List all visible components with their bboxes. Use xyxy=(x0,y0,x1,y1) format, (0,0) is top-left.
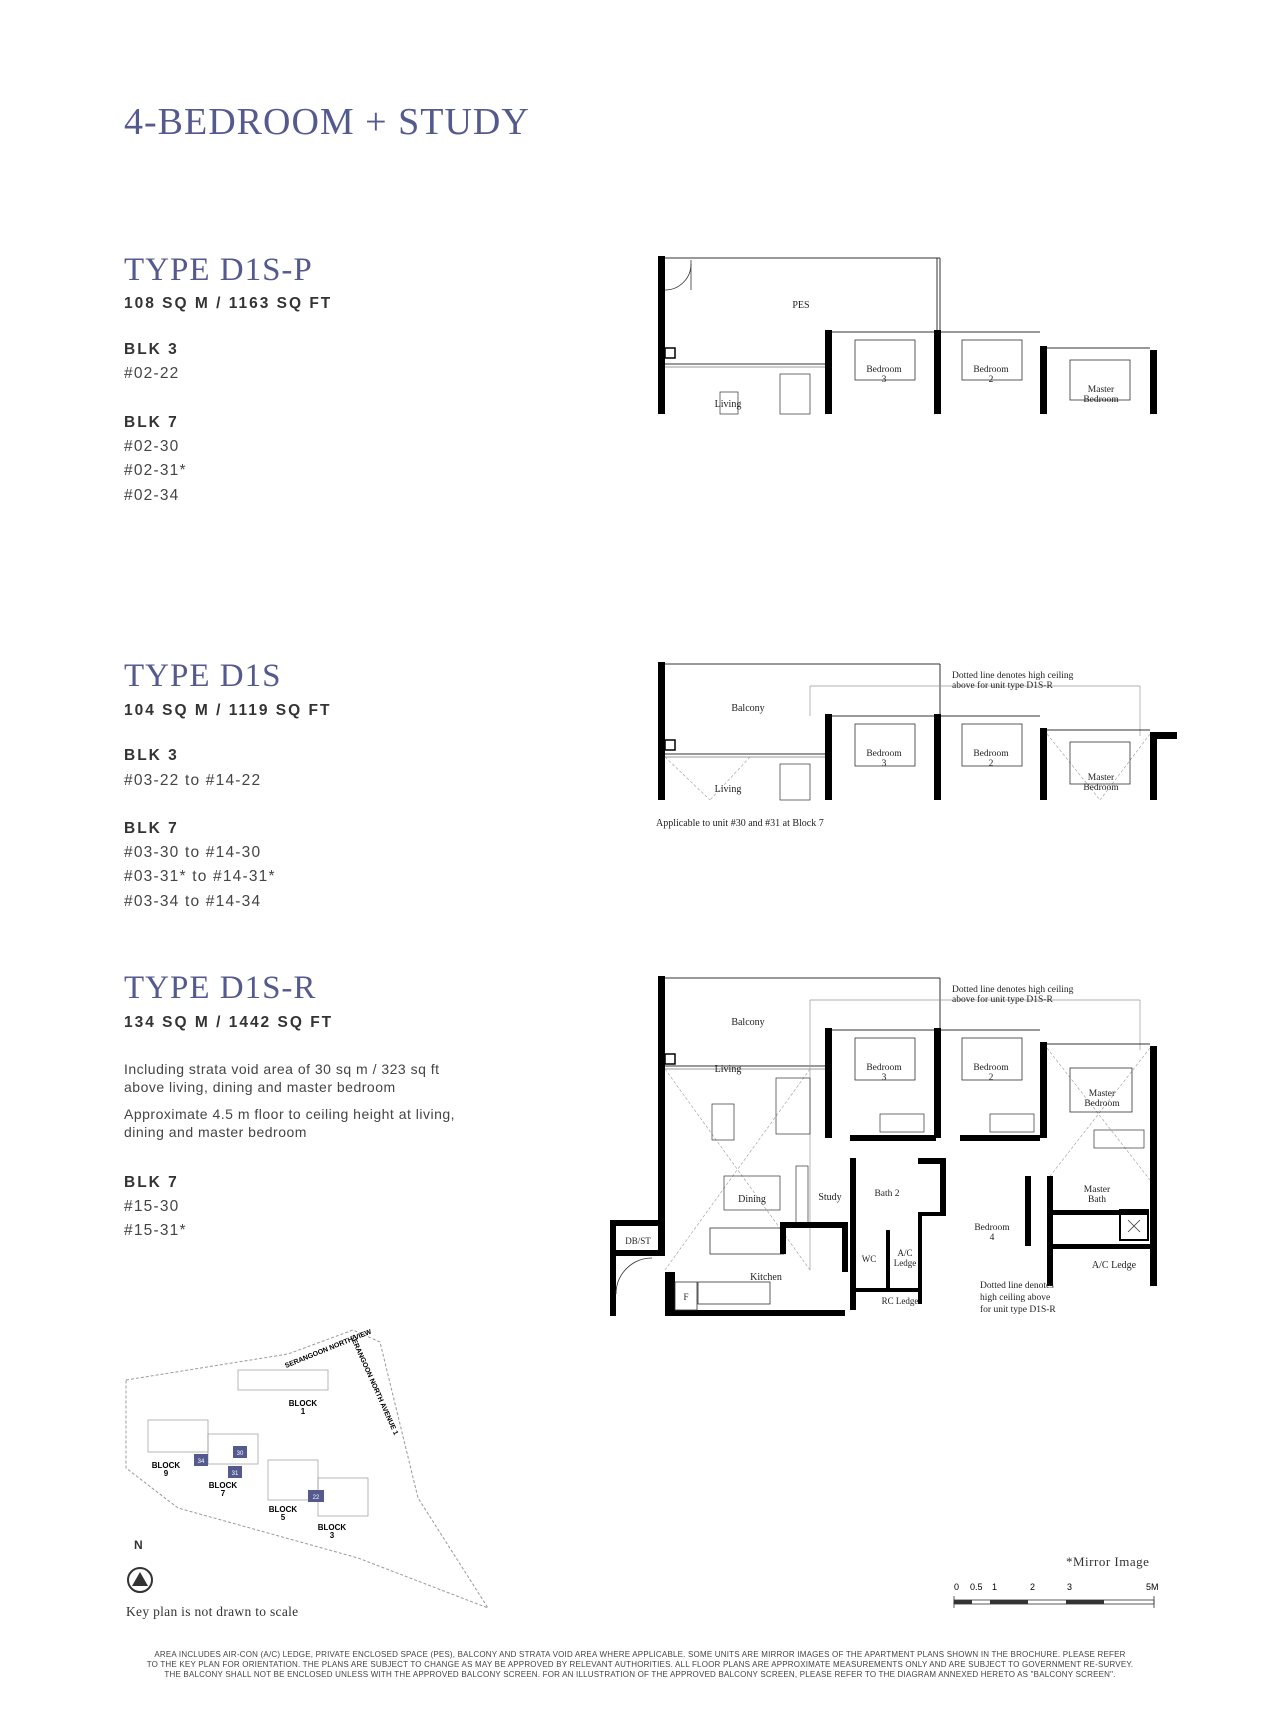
block-7-label: BLOCK xyxy=(208,1481,238,1490)
unit-number: #02-31* xyxy=(124,462,187,479)
room-label-wc: WC xyxy=(861,1254,877,1264)
room-label-living: Living xyxy=(714,1064,742,1075)
room-label-bedroom2: Bedroom xyxy=(973,1063,1009,1073)
room-label-ac-ledge: A/C Ledge xyxy=(1091,1260,1137,1271)
room-label-bath2: Bath 2 xyxy=(874,1189,900,1199)
room-label-ac-ledge-small-2: Ledge xyxy=(893,1258,917,1268)
type-title-d1s-r: TYPE D1S-R xyxy=(124,970,317,1006)
blk-label: BLK 7 xyxy=(124,1174,179,1191)
type-title-d1s-p: TYPE D1S-P xyxy=(124,252,313,288)
footer-line: THE BALCONY SHALL NOT BE ENCLOSED UNLESS WITH THE APPROVED BALCONY SCREEN. FOR AN ILLUSTRATION OF THE APPROVED BALCONY SCREEN, PLEASE REFER TO THE DIAGRAM ANNEXED HERETO AS "BALCONY SCREEN". xyxy=(164,1670,1116,1679)
room-label-bedroom4: Bedroom xyxy=(974,1223,1010,1233)
scale-tick: 2 xyxy=(1030,1582,1036,1592)
unit-number: #03-31* to #14-31* xyxy=(124,868,276,885)
scale-tick: 0 xyxy=(954,1582,960,1592)
page-title: 4-BEDROOM + STUDY xyxy=(124,101,530,143)
floor-plan-d1s xyxy=(650,656,1210,811)
road-label-serangoon-north-ave: SERANGOON NORTH AVENUE 1 xyxy=(348,1333,399,1437)
room-label-fridge: F xyxy=(683,1292,689,1302)
blk-label: BLK 7 xyxy=(124,820,179,837)
scale-tick: 1 xyxy=(992,1582,998,1592)
dotted-ceiling-note: Dotted line denotes high ceiling xyxy=(952,985,1074,995)
block-9-number: 9 xyxy=(163,1469,169,1478)
room-label-ac-ledge-small: A/C xyxy=(897,1248,913,1258)
block-1-number: 1 xyxy=(300,1407,306,1416)
room-label-bedroom2-num: 2 xyxy=(988,759,994,769)
dotted-ceiling-note-bottom-3: for unit type D1S-R xyxy=(980,1305,1056,1315)
room-label-rc-ledge: RC Ledge xyxy=(881,1296,919,1306)
block-9-label: BLOCK xyxy=(151,1461,181,1470)
room-label-bedroom3-num: 3 xyxy=(881,759,887,769)
unit-number: #02-22 xyxy=(124,365,180,382)
dotted-ceiling-note-2: above for unit type D1S-R xyxy=(952,681,1053,691)
block-3-label: BLOCK xyxy=(317,1523,347,1532)
dotted-ceiling-note: Dotted line denotes high ceiling xyxy=(952,671,1074,681)
footer-disclaimer xyxy=(110,1650,1170,1680)
room-label-study: Study xyxy=(818,1192,842,1203)
room-label-master-2: Bedroom xyxy=(1083,783,1119,793)
key-plan-caption: Key plan is not drawn to scale xyxy=(126,1604,299,1619)
room-label-balcony: Balcony xyxy=(731,703,765,714)
room-label-master-bath: Master xyxy=(1083,1185,1111,1195)
room-label-bedroom2-num: 2 xyxy=(988,1073,994,1083)
north-label: N xyxy=(134,1538,143,1552)
blk-label: BLK 3 xyxy=(124,747,179,764)
room-label-bedroom2: Bedroom xyxy=(973,749,1009,759)
room-label-master-2: Bedroom xyxy=(1083,395,1119,405)
footer-line: TO THE KEY PLAN FOR ORIENTATION. THE PLANS ARE SUBJECT TO CHANGE AS MAY BE APPROVED BY RELEVANT AUTHORITIES. ALL FLOOR PLANS ARE APPROXIMATE MEASUREMENTS ONLY AND ARE SUBJECT TO GOVERNMENT RE-SURVEY. xyxy=(146,1660,1134,1669)
floor-plan-d1s-r xyxy=(600,970,1200,1375)
unit-number: #15-31* xyxy=(124,1222,187,1239)
block-5-label: BLOCK xyxy=(268,1505,298,1514)
unit-number: #15-30 xyxy=(124,1198,180,1215)
unit-number: #03-34 to #14-34 xyxy=(124,893,262,910)
room-label-bedroom3: Bedroom xyxy=(866,365,902,375)
unit-highlight-22-label: 22 xyxy=(312,1495,320,1501)
north-arrow-icon xyxy=(132,1572,148,1586)
footer-line: AREA INCLUDES AIR-CON (A/C) LEDGE, PRIVATE ENCLOSED SPACE (PES), BALCONY AND STRATA VOID AREA WHERE APPLICABLE. SOME UNITS ARE MIRROR IMAGES OF THE APARTMENT PLANS SHOWN IN THE BROCHURE. PLEASE REFER xyxy=(154,1650,1126,1659)
unit-highlight-30-label: 30 xyxy=(236,1451,244,1457)
room-label-bedroom3-num: 3 xyxy=(881,375,887,385)
room-label-bedroom4-num: 4 xyxy=(989,1233,995,1243)
scale-tick: 3 xyxy=(1067,1582,1073,1592)
scale-bar xyxy=(950,1578,1170,1623)
dotted-ceiling-note-2: above for unit type D1S-R xyxy=(952,995,1053,1005)
room-label-kitchen: Kitchen xyxy=(750,1272,782,1283)
unit-highlight-31-label: 31 xyxy=(231,1471,239,1477)
room-label-bedroom3: Bedroom xyxy=(866,1063,902,1073)
blk-label: BLK 3 xyxy=(124,341,179,358)
road-label-serangoon-north-view: SERANGOON NORTH VIEW xyxy=(284,1328,373,1370)
block-5-number: 5 xyxy=(280,1513,286,1522)
room-label-master: Master xyxy=(1087,773,1115,783)
floor-plan-d1s-p xyxy=(650,250,1210,425)
room-label-dbst: DB/ST xyxy=(625,1236,651,1246)
strata-note: Including strata void area of 30 sq m / 323 sq ft above living, dining and master bedroom xyxy=(124,1061,440,1095)
mirror-image-note: *Mirror Image xyxy=(1066,1554,1150,1569)
room-label-master-bath-2: Bath xyxy=(1088,1195,1106,1205)
room-label-living: Living xyxy=(714,399,742,410)
dotted-ceiling-note-bottom: Dotted line denotes xyxy=(980,1281,1054,1291)
room-label-master-2: Bedroom xyxy=(1084,1099,1120,1109)
block-1-label: BLOCK xyxy=(288,1399,318,1408)
room-label-master: Master xyxy=(1088,1089,1116,1099)
area-d1s-r: 134 SQ M / 1442 SQ FT xyxy=(124,1014,334,1031)
type-title-d1s: TYPE D1S xyxy=(124,658,282,694)
unit-number: #03-30 to #14-30 xyxy=(124,844,262,861)
room-label-master: Master xyxy=(1087,385,1115,395)
room-label-bedroom2-num: 2 xyxy=(988,375,994,385)
unit-number: #03-22 to #14-22 xyxy=(124,772,262,789)
room-label-bedroom3-num: 3 xyxy=(881,1073,887,1083)
room-label-pes: PES xyxy=(792,300,810,311)
blk-label: BLK 7 xyxy=(124,414,179,431)
room-label-bedroom2: Bedroom xyxy=(973,365,1009,375)
dotted-ceiling-note-bottom-2: high ceiling above xyxy=(980,1293,1051,1303)
applicable-note: Applicable to unit #30 and #31 at Block 7 xyxy=(656,818,824,829)
key-plan xyxy=(118,1318,498,1623)
room-label-living: Living xyxy=(714,784,742,795)
room-label-bedroom3: Bedroom xyxy=(866,749,902,759)
block-7-number: 7 xyxy=(220,1489,226,1498)
area-d1s-p: 108 SQ M / 1163 SQ FT xyxy=(124,295,333,312)
block-3-number: 3 xyxy=(329,1531,335,1540)
area-d1s: 104 SQ M / 1119 SQ FT xyxy=(124,702,332,719)
unit-highlight-34-label: 34 xyxy=(197,1459,205,1465)
scale-tick: 0.5 xyxy=(970,1582,983,1592)
room-label-dining: Dining xyxy=(738,1194,766,1205)
room-label-balcony: Balcony xyxy=(731,1017,765,1028)
unit-number: #02-30 xyxy=(124,438,180,455)
unit-number: #02-34 xyxy=(124,487,180,504)
scale-tick: 5M xyxy=(1146,1582,1159,1592)
ceiling-note: Approximate 4.5 m floor to ceiling height at living, dining and master bedroom xyxy=(124,1106,456,1140)
